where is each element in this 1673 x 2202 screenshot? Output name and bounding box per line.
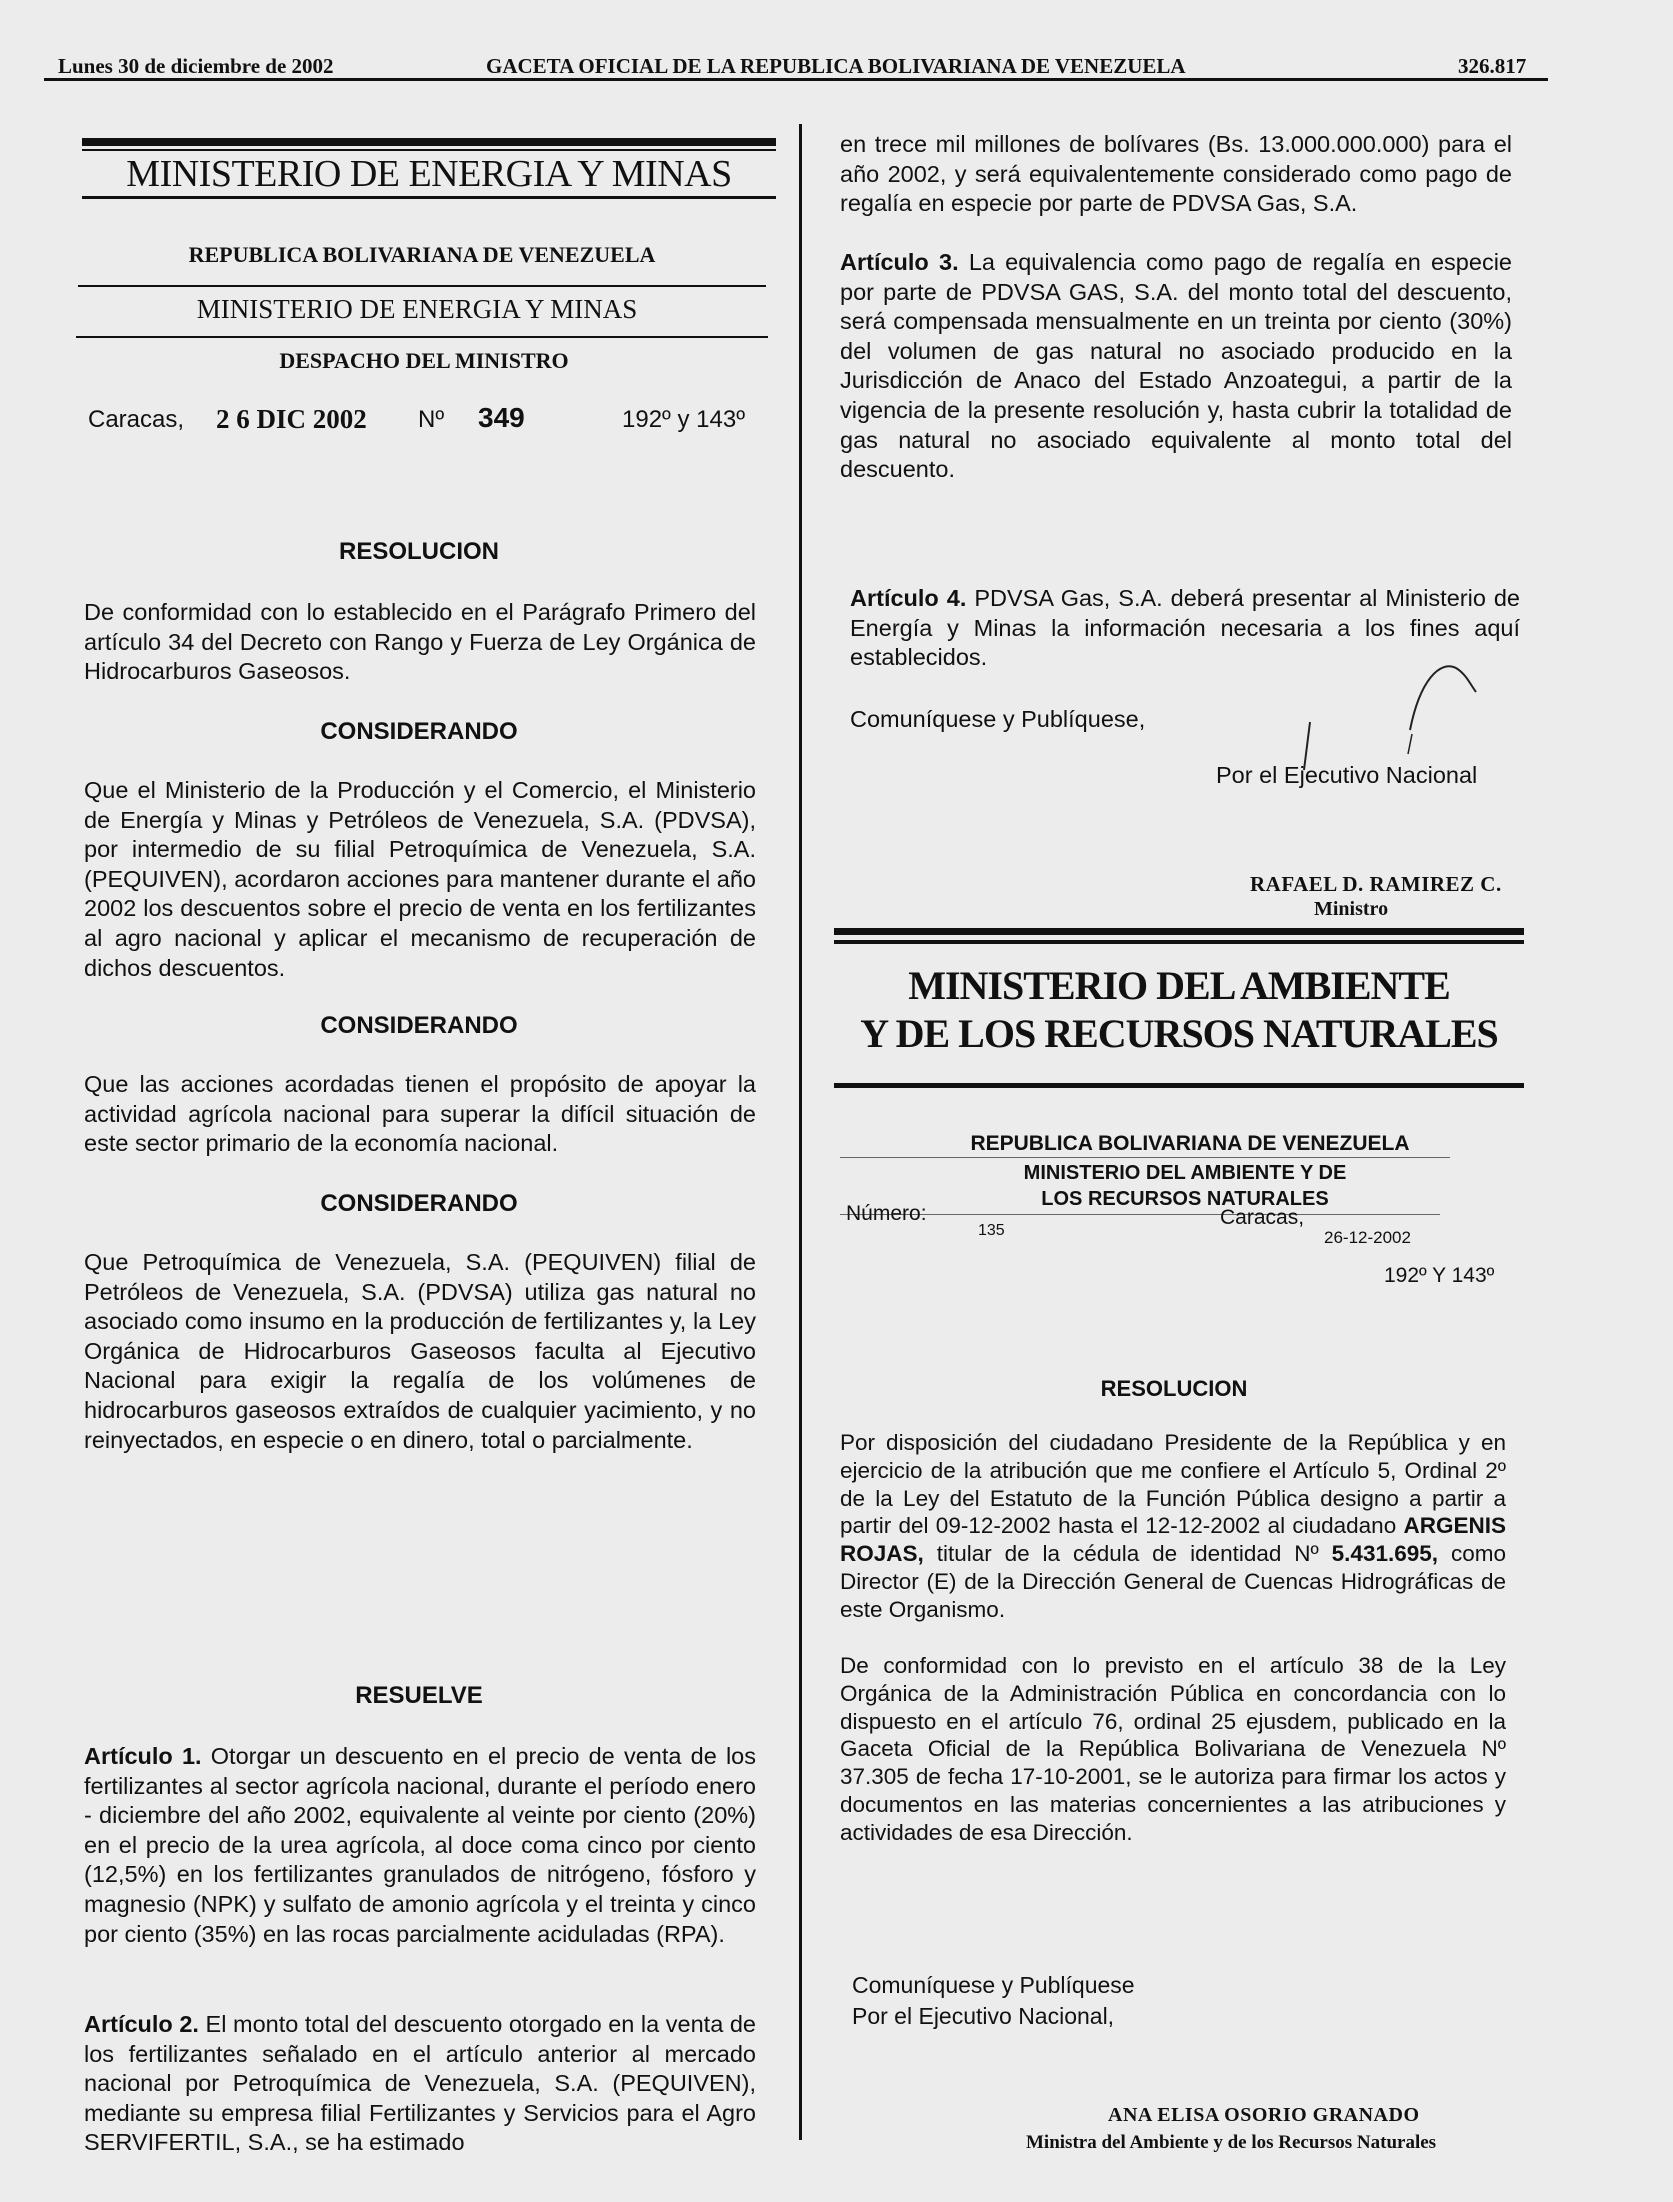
- ministry2-rule-bottom: [834, 1083, 1524, 1088]
- office-heading: DESPACHO DEL MINISTRO: [279, 348, 569, 373]
- closing-formula: Comuníquese y Publíquese,: [850, 706, 1146, 732]
- res2-name: ARGENIS ROJAS,: [840, 1513, 1506, 1567]
- ministry2-rule-top-2: [834, 940, 1524, 944]
- article-2-continuation: en trece mil millones de bolívares (Bs. 13.000.000.000) para el año 2002, y será equivalentemente considerado como pago de regalía en especie por parte de PDVSA Gas, S.A.: [840, 131, 1512, 217]
- article-2-text: El monto total del descuento otorgado en la venta de los fertilizantes señalado en el artículo anterior al mercado nacional por Petroquímica de Venezuela, S.A. (PEQUIVEN), mediante su empresa filial Fertilizantes y Servicios para el Agro SERVIFERTIL, S.A., se ha estimado: [84, 2011, 756, 2156]
- republic-heading: REPUBLICA BOLIVARIANA DE VENEZUELA: [188, 242, 656, 267]
- stamped-date: 2 6 DIC 2002: [216, 404, 367, 434]
- ministry2-heading-a: MINISTERIO DEL AMBIENTE Y DE: [1023, 1162, 1347, 1184]
- divider-1: [78, 285, 766, 287]
- column-divider: [799, 124, 802, 2140]
- signer-name: RAFAEL D. RAMIREZ C.: [1250, 872, 1502, 896]
- article-3: [840, 248, 1512, 485]
- number2-label: Número:: [846, 1202, 927, 1225]
- intro-paragraph: De conformidad con lo establecido en el Parágrafo Primero del artículo 34 del Decreto con Rango y Fuerza de Ley Orgánica de Hidrocarburos Gaseosos.: [84, 599, 756, 685]
- form-rule-2: [840, 1214, 1440, 1215]
- header-date: Lunes 30 de diciembre de 2002: [58, 54, 334, 78]
- resuelve-heading: RESUELVE: [355, 1682, 483, 1709]
- closing2-formula: Comuníquese y Publíquese: [852, 1972, 1135, 1998]
- signer2-title: Ministra del Ambiente y de los Recursos Naturales: [1026, 2132, 1437, 2153]
- res2-p1-pre: Por disposición del ciudadano Presidente de la República y en ejercicio de la atribución que me confiere el Artículo 5, Ordinal 2º de la Ley del Estatuto de la Función Pública designo a partir a partir del 09-12-2002 hasta el 12-12-2002 al ciudadano: [840, 1430, 1506, 1539]
- number-label: Nº: [418, 406, 445, 433]
- ministry2-line-1: MINISTERIO DEL AMBIENTE: [908, 963, 1450, 1008]
- resolution2-paragraph-1: [840, 1429, 1506, 1624]
- place2-label: Caracas,: [1220, 1206, 1305, 1229]
- article-2-label: Artículo 2.: [84, 2011, 199, 2037]
- article-1: [84, 1742, 756, 1949]
- resolution2-heading: RESOLUCION: [1100, 1376, 1248, 1401]
- number2-value: 135: [978, 1222, 1005, 1239]
- banner-rule-top: [82, 138, 776, 146]
- years: 192º y 143º: [622, 406, 745, 433]
- considerando-2-text: Que las acciones acordadas tienen el propósito de apoyar la actividad agrícola nacional para superar la difícil situación de este sector primario de la economía nacional.: [84, 1071, 756, 1157]
- considerando-1-text: Que el Ministerio de la Producción y el Comercio, el Ministerio de Energía y Minas y Petróleos de Venezuela, S.A. (PDVSA), por intermedio de su filial Petroquímica de Venezuela, S.A. (PEQUIVEN), acordaron acciones para mantener durante el año 2002 los descuentos sobre el precio de venta en los fertilizantes al agro nacional y aplicar el mecanismo de recuperación de dichos descuentos.: [84, 777, 756, 981]
- form-rule-1: [840, 1157, 1450, 1158]
- considerando-1-heading: CONSIDERANDO: [320, 718, 518, 745]
- article-4-text: PDVSA Gas, S.A. deberá presentar al Ministerio de Energía y Minas la información necesaria a los fines aquí establecidos.: [850, 585, 1520, 671]
- ministry2-rule-top: [834, 928, 1524, 935]
- ministry2-line-2: Y DE LOS RECURSOS NATURALES: [860, 1011, 1498, 1056]
- executive-line: Por el Ejecutivo Nacional: [1216, 762, 1478, 788]
- page-number: 326.817: [1458, 54, 1527, 78]
- article-4-label: Artículo 4.: [850, 585, 967, 611]
- gazette-title: GACETA OFICIAL DE LA REPUBLICA BOLIVARIANA DE VENEZUELA: [486, 54, 1186, 78]
- ministry-heading: MINISTERIO DE ENERGIA Y MINAS: [196, 294, 638, 324]
- considerando-2-heading: CONSIDERANDO: [320, 1012, 518, 1039]
- resolution2-paragraph-2: De conformidad con lo previsto en el artículo 38 de la Ley Orgánica de la Administración Pública en concordancia con lo dispuesto en el artículo 76, ordinal 25 ejusdem, publicado en la Gaceta Oficial de la República Bolivariana de Venezuela Nº 37.305 de fecha 17-10-2001, se le autoriza para firmar los actos y documentos en las materias concernientes a las atribuciones y actividades de esa Dirección.: [840, 1653, 1506, 1845]
- res2-id: 5.431.695,: [1331, 1541, 1439, 1567]
- resolution-number: 349: [478, 402, 525, 433]
- banner-rule-bottom: [82, 196, 776, 199]
- date2-value: 26-12-2002: [1324, 1228, 1411, 1247]
- resolution-heading: RESOLUCION: [338, 538, 499, 565]
- place-label: Caracas,: [88, 406, 185, 433]
- signer-title: Ministro: [1314, 898, 1389, 920]
- article-2: [84, 2010, 756, 2158]
- article-1-text: Otorgar un descuento en el precio de venta de los fertilizantes al sector agrícola nacional, durante el período enero - diciembre del año 2002, equivalente al veinte por ciento (20%) en el precio de la urea agrícola, al doce coma cinco por ciento (12,5%) en los fertilizantes granulados de nitrógeno, fósforo y magnesio (NPK) y sulfato de amonio agrícola y el treinta y cinco por ciento (35%) en las rocas parcialmente aciduladas (RPA).: [84, 1743, 756, 1947]
- considerando-3-text: Que Petroquímica de Venezuela, S.A. (PEQUIVEN) filial de Petróleos de Venezuela, S.A. (PDVSA) utiliza gas natural no asociado como insumo en la producción de fertilizantes y, la Ley Orgánica de Hidrocarburos Gaseosos faculta al Ejecutivo Nacional para exigir la regalía de los volúmenes de hidrocarburos gaseosos extraídos de cualquier yacimiento, y no reinyectados, en especie o en dinero, total o parcialmente.: [84, 1249, 756, 1453]
- header-rule: [44, 78, 1548, 81]
- article-3-text: La equivalencia como pago de regalía en especie por parte de PDVSA GAS, S.A. del monto total del descuento, será compensada mensualmente en un treinta por ciento (30%) del volumen de gas natural no asociado producido en la Jurisdicción de Anaco del Estado Anzoategui, a partir de la vigencia de la presente resolución y, hasta cubrir la totalidad de gas natural no asociado equivalente al monto total del descuento.: [840, 249, 1512, 483]
- ministry2-heading-b: LOS RECURSOS NATURALES: [1041, 1188, 1329, 1210]
- years2: 192º Y 143º: [1384, 1264, 1495, 1287]
- res2-p1-post: como Director (E) de la Dirección General de Cuencas Hidrográficas de este Organismo.: [840, 1541, 1506, 1622]
- signer2-name: ANA ELISA OSORIO GRANADO: [1108, 2104, 1420, 2126]
- article-1-label: Artículo 1.: [84, 1743, 202, 1769]
- divider-2: [76, 336, 768, 338]
- ministry-banner: MINISTERIO DE ENERGIA Y MINAS: [126, 153, 732, 195]
- article-3-label: Artículo 3.: [840, 249, 959, 275]
- considerando-3-heading: CONSIDERANDO: [320, 1190, 518, 1217]
- republic2-heading: REPUBLICA BOLIVARIANA DE VENEZUELA: [970, 1132, 1410, 1155]
- executive2-line: Por el Ejecutivo Nacional,: [852, 2003, 1115, 2029]
- res2-p1-mid: titular de la cédula de identidad Nº: [936, 1541, 1319, 1567]
- banner-rule-top-thin: [82, 149, 776, 151]
